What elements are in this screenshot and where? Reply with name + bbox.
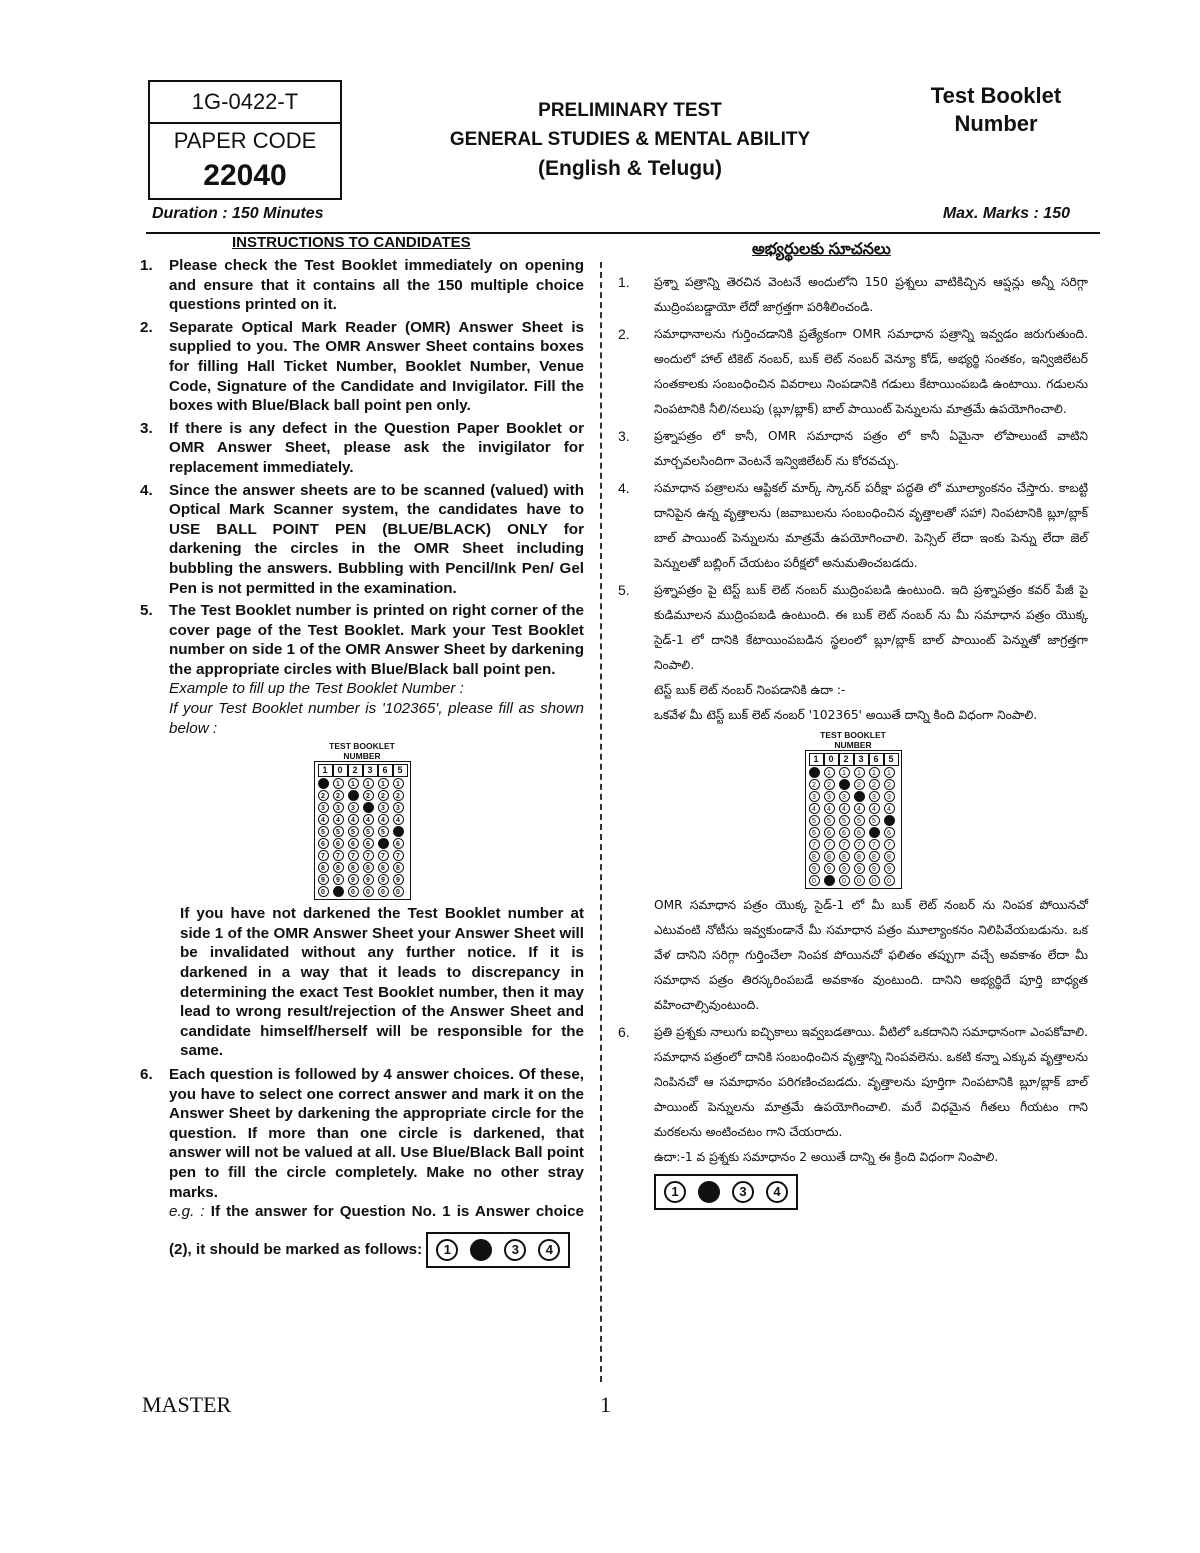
omr-bubble: 6 — [884, 827, 895, 838]
example-line: ఒకవేళ మీ టెస్ట్ బుక్ లెట్ నంబర్ '102365' అయితే దాన్ని కింది విధంగా నింపాలి. — [654, 708, 1038, 722]
omr-bubble: 2 — [333, 790, 344, 801]
omr-bubble: 7 — [318, 850, 329, 861]
omr-bubble: 7 — [348, 850, 359, 861]
omr-bubble: 6 — [363, 838, 374, 849]
omr-bubble: 5 — [363, 826, 374, 837]
omr-example-wrapper — [618, 730, 1088, 889]
omr-bubble: 9 — [884, 863, 895, 874]
omr-bubble: 0 — [839, 875, 850, 886]
item-text: The Test Booklet number is printed on right corner of the cover page of the Test Booklet. Mark your Test Booklet number on side 1 of the OMR Answer Sheet by darkening the appropriate circles with Blue/Black ball point pen. — [169, 602, 584, 678]
example-line: If your Test Booklet number is '102365', please fill as shown below : — [169, 700, 584, 737]
omr-bubble: 7 — [884, 839, 895, 850]
omr-digit-cell: 3 — [854, 753, 869, 766]
item-text: సమాధానాలను గుర్తించడానికి ప్రత్యేకంగా OMR సమాధాన పత్రాన్ని ఇవ్వడం జరుగుతుంది. అందులో హాల్ టికెట్ నంబర్, బుక్ లెట్ నంబర్ వెన్యూ కోడ్, అభ్యర్థి సంతకం, ఇన్విజిలేటర్ సంతకాలకు సంబంధించిన వివరాలు నింపడానికి గడులు కేటాయింపబడి ఉంటాయి. గడులను నింపటానికి నీలి/నలుపు (బ్లూ/బ్లాక్) బాల్ పాయింట్ పెన్నులను మాత్రమే ఉపయోగించాలి. — [654, 327, 1088, 416]
item-number: 1. — [618, 274, 630, 290]
omr-bubble-filled — [839, 779, 850, 790]
omr-bubble: 1 — [839, 767, 850, 778]
omr-bubble: 6 — [839, 827, 850, 838]
omr-bubble: 9 — [393, 874, 404, 885]
omr-bubble: 4 — [869, 803, 880, 814]
omr-example — [805, 730, 902, 889]
omr-bubble: 4 — [839, 803, 850, 814]
item-text: ప్రశ్నాపత్రం లో కానీ, OMR సమాధాన పత్రం లో కానీ ఏమైనా లోపాలుంటే వాటిని మార్చవలసిందిగా వెంటనే ఇన్విజిలేటర్ ను కోరవచ్చు. — [654, 429, 1088, 468]
booklet-label-line2: Number — [954, 111, 1038, 136]
eg-prefix: e.g. : — [169, 1203, 205, 1221]
omr-bubble: 8 — [839, 851, 850, 862]
omr-bubble: 2 — [824, 779, 835, 790]
omr-bubble: 2 — [809, 779, 820, 790]
omr-bubble: 4 — [378, 814, 389, 825]
answer-bubble: 1 — [436, 1239, 458, 1261]
exam-title-line2: GENERAL STUDIES & MENTAL ABILITY — [449, 129, 811, 150]
omr-bubble: 3 — [839, 791, 850, 802]
omr-bubble: 8 — [854, 851, 865, 862]
duration: Duration : 150 Minutes — [152, 205, 324, 222]
omr-bubble: 7 — [333, 850, 344, 861]
eg-text: If the answer for Question No. 1 is Answer choice (2), it should be marked as follows: — [169, 1203, 584, 1258]
omr-bubble: 6 — [393, 838, 404, 849]
exam-title-line1: PRELIMINARY TEST — [538, 100, 722, 121]
omr-bubble-filled — [363, 802, 374, 813]
omr-bubble: 1 — [393, 778, 404, 789]
omr-bubble: 0 — [318, 886, 329, 897]
paper-code: 22040 — [203, 159, 287, 192]
omr-bubble: 9 — [363, 874, 374, 885]
answer-choices — [654, 1174, 798, 1210]
item-text: సమాధాన పత్రాలను ఆప్టికల్ మార్క్ స్కానర్ పరీక్షా పద్ధతి లో మూల్యాంకనం చేస్తారు. కాబట్టి దానిపైన ఉన్న వృత్తాలను (జవాబులను సంబంధించిన వృత్తాలతో సహా) నింపటానికి బ్లూ/బ్లాక్ బాల్ పాయింట్ పెన్నులను మాత్రమే ఉపయోగించాలి. పెన్సిల్ లేదా ఇంకు పెన్ను లేదా జెల్ పెన్నులతో బబ్లింగ్ చేయటం పరీక్షలో అనుమతించబడదు. — [654, 481, 1088, 570]
english-item — [140, 256, 584, 315]
omr-bubble: 3 — [318, 802, 329, 813]
omr-digit-cell: 5 — [393, 764, 408, 777]
omr-bubble: 5 — [333, 826, 344, 837]
omr-example-wrapper — [140, 741, 584, 900]
set-code: 1G-0422-T — [150, 82, 340, 124]
omr-bubble: 8 — [393, 862, 404, 873]
omr-bubble: 9 — [854, 863, 865, 874]
omr-bubble: 8 — [378, 862, 389, 873]
omr-bubble: 3 — [348, 802, 359, 813]
english-item — [140, 318, 584, 416]
omr-bubble: 0 — [363, 886, 374, 897]
item-text: If there is any defect in the Question Paper Booklet or OMR Answer Sheet, please ask the invigilator for replacement immediately. — [169, 419, 584, 476]
exam-title-line3: (English & Telugu) — [538, 157, 722, 180]
omr-bubble: 5 — [839, 815, 850, 826]
omr-bubble: 0 — [348, 886, 359, 897]
omr-bubble: 7 — [393, 850, 404, 861]
omr-bubble: 5 — [824, 815, 835, 826]
omr-digit-cell: 0 — [333, 764, 348, 777]
omr-bubble-filled — [809, 767, 820, 778]
omr-bubble: 7 — [824, 839, 835, 850]
answer-bubble: 3 — [732, 1181, 754, 1203]
omr-bubble-filled — [348, 790, 359, 801]
omr-bubble: 5 — [348, 826, 359, 837]
omr-digit-cell: 2 — [348, 764, 363, 777]
eg-text: ఉదా:-1 వ ప్రశ్నకు సమాధానం 2 అయితే దాన్ని ఈ క్రింది విధంగా నింపాలి. — [654, 1150, 999, 1164]
column-divider — [600, 262, 602, 1382]
omr-bubble: 2 — [393, 790, 404, 801]
omr-bubble: 0 — [809, 875, 820, 886]
omr-bubble: 6 — [348, 838, 359, 849]
omr-digit-cell: 6 — [869, 753, 884, 766]
english-item — [140, 1065, 584, 1268]
master-label: MASTER — [142, 1392, 232, 1417]
answer-bubble-filled — [698, 1181, 720, 1203]
page-number: 1 — [600, 1392, 611, 1417]
omr-bubble: 2 — [378, 790, 389, 801]
item-number: 3. — [618, 428, 630, 444]
omr-bubble: 8 — [824, 851, 835, 862]
telugu-instructions-title: అభ్యర్థులకు సూచనలు — [752, 241, 891, 258]
omr-bubble: 3 — [378, 802, 389, 813]
paper-code-label: PAPER CODE — [173, 128, 317, 153]
omr-digit-cell: 5 — [884, 753, 899, 766]
omr-bubble: 3 — [393, 802, 404, 813]
omr-bubble: 1 — [884, 767, 895, 778]
omr-header: NUMBER — [834, 740, 872, 750]
omr-bubble-filled — [884, 815, 895, 826]
omr-bubble: 4 — [393, 814, 404, 825]
omr-digit-cell: 0 — [824, 753, 839, 766]
omr-bubble: 3 — [869, 791, 880, 802]
omr-bubble: 9 — [333, 874, 344, 885]
omr-digit-cell: 3 — [363, 764, 378, 777]
omr-bubble: 6 — [809, 827, 820, 838]
omr-bubble: 1 — [869, 767, 880, 778]
omr-bubble: 0 — [393, 886, 404, 897]
omr-grid — [314, 761, 411, 900]
omr-bubble: 7 — [854, 839, 865, 850]
omr-bubble: 1 — [378, 778, 389, 789]
answer-bubble: 3 — [504, 1239, 526, 1261]
answer-example — [654, 1174, 798, 1210]
telugu-instructions — [618, 270, 1088, 1212]
omr-bubble: 9 — [318, 874, 329, 885]
item-number: 2. — [140, 318, 153, 336]
exam-title — [360, 96, 900, 183]
item-text: Since the answer sheets are to be scanned (valued) with Optical Mark Scanner system, the candidates have to USE BALL POINT PEN (BLUE/BLACK) ONLY for darkening the circles in the OMR Sheet including bubbling the answers. Bubbling with Pencil/Ink Pen/ Gel Pen is not permitted in the examination. — [169, 481, 584, 597]
omr-bubble: 7 — [869, 839, 880, 850]
item-text: ప్రశ్నా పత్రాన్ని తెరచిన వెంటనే అందులోని 150 ప్రశ్నలు వాటికిచ్చిన ఆప్షన్లు అన్నీ సరిగ్గా ముద్రింపబడ్డాయో లేదో జాగ్రత్తగా పరిశీలించండి. — [654, 275, 1088, 314]
omr-bubble: 6 — [824, 827, 835, 838]
omr-grid — [805, 750, 902, 889]
omr-bubble-filled — [854, 791, 865, 802]
omr-bubble: 7 — [378, 850, 389, 861]
omr-digit-cell: 1 — [318, 764, 333, 777]
english-instructions-title: INSTRUCTIONS TO CANDIDATES — [232, 234, 471, 251]
english-item — [140, 601, 584, 738]
item-number: 5. — [618, 582, 630, 598]
omr-bubble: 1 — [363, 778, 374, 789]
answer-bubble: 1 — [664, 1181, 686, 1203]
omr-bubble: 5 — [378, 826, 389, 837]
answer-example — [426, 1232, 570, 1268]
english-item — [140, 419, 584, 478]
omr-bubble: 6 — [333, 838, 344, 849]
omr-bubble: 4 — [333, 814, 344, 825]
omr-bubble-filled — [869, 827, 880, 838]
omr-digit-cell: 2 — [839, 753, 854, 766]
omr-bubble: 9 — [869, 863, 880, 874]
omr-example-grid — [314, 741, 411, 900]
omr-bubble-filled — [333, 886, 344, 897]
telugu-item — [618, 578, 1088, 728]
item-number: 4. — [618, 480, 630, 496]
omr-bubble: 2 — [869, 779, 880, 790]
omr-bubble: 4 — [809, 803, 820, 814]
example-line: టెస్ట్ బుక్ లెట్ నంబర్ నింపడానికి ఉదా :- — [654, 683, 846, 697]
omr-bubble: 7 — [809, 839, 820, 850]
telugu-item — [618, 1020, 1088, 1210]
omr-bubble: 0 — [378, 886, 389, 897]
omr-bubble: 1 — [824, 767, 835, 778]
omr-bubble: 8 — [869, 851, 880, 862]
omr-header: TEST BOOKLET — [329, 741, 395, 752]
telugu-item — [618, 424, 1088, 474]
item-number: 2. — [618, 326, 630, 342]
omr-bubble: 3 — [824, 791, 835, 802]
omr-bubble: 9 — [378, 874, 389, 885]
omr-bubble: 8 — [318, 862, 329, 873]
answer-choices — [426, 1232, 570, 1268]
omr-bubble: 0 — [884, 875, 895, 886]
english-instructions — [140, 256, 584, 1271]
omr-bubble-filled — [318, 778, 329, 789]
item-number: 4. — [140, 481, 153, 499]
omr-bubble: 6 — [318, 838, 329, 849]
omr-bubble: 6 — [854, 827, 865, 838]
omr-bubble: 7 — [363, 850, 374, 861]
omr-bubble: 8 — [333, 862, 344, 873]
item-text: Please check the Test Booklet immediately on opening and ensure that it contains all the 150 multiple choice questions printed on it. — [169, 257, 584, 314]
max-marks: Max. Marks : 150 — [942, 205, 1070, 222]
omr-bubble: 3 — [884, 791, 895, 802]
omr-bubble-filled — [824, 875, 835, 886]
omr-header: NUMBER — [343, 751, 381, 762]
item-text: Each question is followed by 4 answer choices. Of these, you have to select one correct answer and mark it on the Answer Sheet by darkening the appropriate circle for the question. If more than one circle is darkened, that answer will not be valued at all. Use Blue/Black Ball point pen to fill the circle completely. Make no other stray marks. — [169, 1066, 584, 1201]
omr-bubble: 7 — [839, 839, 850, 850]
telugu-item — [618, 270, 1088, 320]
item-number: 6. — [140, 1066, 153, 1083]
omr-digit-cell: 6 — [378, 764, 393, 777]
omr-bubble: 1 — [333, 778, 344, 789]
example-line: Example to fill up the Test Booklet Number : — [169, 680, 464, 698]
omr-bubble-filled — [393, 826, 404, 837]
omr-bubble: 8 — [884, 851, 895, 862]
omr-bubble: 8 — [363, 862, 374, 873]
omr-header: TEST BOOKLET — [820, 730, 886, 740]
answer-bubble: 4 — [538, 1239, 560, 1261]
omr-bubble: 2 — [318, 790, 329, 801]
omr-example-grid — [805, 730, 902, 889]
english-item — [140, 481, 584, 599]
omr-bubble: 4 — [854, 803, 865, 814]
item-text: ప్రతి ప్రశ్నకు నాలుగు ఐచ్ఛికాలు ఇవ్వబడతాయి. వీటిలో ఒకదానిని సమాధానంగా ఎంపకోవాలి. సమాధాన పత్రంలో దానికి సంబంధించిన వృత్తాన్ని నింపవలెను. ఒకటి కన్నా ఎక్కువ వృత్తాలను నింపినచో ఆ సమాధానం పరిగణించబడదు. వృత్తాలను పూర్తిగా నింపటానికి బ్లూ/బ్లాక్ బాల్ పాయింట్ పెన్నులను మాత్రమే ఉపయోగించాలి. మరే విధమైన గీతలు గీయటం గాని మరకలను అంటించటం గాని చేయరాదు. — [654, 1025, 1088, 1139]
omr-bubble: 0 — [869, 875, 880, 886]
telugu-after-grid: OMR సమాధాన పత్రం యొక్క సైడ్-1 లో మీ బుక్ లెట్ నంబర్ ను నింపక పోయినచో ఎటువంటి నోటీసు ఇవ్వకుండానే మీ సమాధాన పత్రం మూల్యాంకనం నిలిపివేయబడును. ఒక వేళ దానిని సరిగ్గా గుర్తించేలా నింపక పోయినచో ఫలితం తప్పుగా వచ్చే అవకాశం లేదా మీ సమాధాన పత్రం తిరస్కరింపబడే అవకాశం వుంటుంది. దానిని అభ్యర్థిదే పూర్తి బాధ్యత వహించాల్సివుంటుంది. — [654, 898, 1088, 1012]
omr-bubble: 5 — [809, 815, 820, 826]
telugu-item — [618, 476, 1088, 576]
omr-bubble: 2 — [884, 779, 895, 790]
omr-digit-cell: 1 — [809, 753, 824, 766]
telugu-item — [618, 322, 1088, 422]
omr-bubble: 1 — [348, 778, 359, 789]
omr-bubble: 4 — [318, 814, 329, 825]
omr-bubble: 4 — [348, 814, 359, 825]
item-text: ప్రశ్నాపత్రం పై టెస్ట్ బుక్ లెట్ నంబర్ ముద్రింపబడి ఉంటుంది. ఇది ప్రశ్నాపత్రం కవర్ పేజీ పై కుడిమూలన ముద్రింపబడి ఉంటుంది. ఈ బుక్ లెట్ నంబర్ ను మీ సమాధాన పత్రం యొక్క సైడ్-1 లో దానికి కేటాయింపబడిన స్థలంలో బ్లూ/బ్లాక్ బాల్ పాయింట్ పెన్నుతో జాగ్రత్తగా నింపాలి. — [654, 583, 1088, 672]
omr-example — [314, 741, 411, 900]
omr-bubble: 2 — [363, 790, 374, 801]
omr-bubble: 9 — [348, 874, 359, 885]
omr-bubble: 4 — [363, 814, 374, 825]
paper-code-box — [148, 80, 342, 200]
omr-bubble: 8 — [348, 862, 359, 873]
answer-bubble: 4 — [766, 1181, 788, 1203]
omr-bubble: 2 — [854, 779, 865, 790]
item-number: 3. — [140, 419, 153, 437]
omr-bubble: 9 — [839, 863, 850, 874]
omr-bubble: 5 — [318, 826, 329, 837]
omr-bubble: 0 — [854, 875, 865, 886]
omr-bubble: 8 — [809, 851, 820, 862]
omr-bubble: 3 — [333, 802, 344, 813]
english-after-grid: If you have not darkened the Test Booklet number at side 1 of the OMR Answer Sheet your Answer Sheet will be invalidated without any further notice. If it is darkened in a way that it leads to discrepancy in determining the exact Test Booklet number, then it may lead to wrong result/rejection of the Answer Sheet and candidate himself/herself will be responsible for the same. — [180, 905, 584, 1060]
item-text: Separate Optical Mark Reader (OMR) Answer Sheet is supplied to you. The OMR Answer Sheet contains boxes for filling Hall Ticket Number, Booklet Number, Venue Code, Signature of the Candidate and Invigilator. Fill the boxes with Blue/Black ball point pen only. — [169, 318, 584, 415]
item-number: 5. — [140, 602, 153, 620]
omr-bubble: 3 — [809, 791, 820, 802]
omr-bubble: 9 — [809, 863, 820, 874]
item-number: 6. — [618, 1024, 630, 1040]
omr-bubble: 4 — [884, 803, 895, 814]
omr-bubble: 1 — [854, 767, 865, 778]
omr-bubble: 5 — [854, 815, 865, 826]
item-number: 1. — [140, 257, 153, 274]
omr-bubble-filled — [378, 838, 389, 849]
omr-bubble: 4 — [824, 803, 835, 814]
omr-bubble: 9 — [824, 863, 835, 874]
test-booklet-number-label — [912, 82, 1080, 138]
omr-bubble: 5 — [869, 815, 880, 826]
answer-bubble-filled — [470, 1239, 492, 1261]
booklet-label-line1: Test Booklet — [930, 83, 1062, 108]
